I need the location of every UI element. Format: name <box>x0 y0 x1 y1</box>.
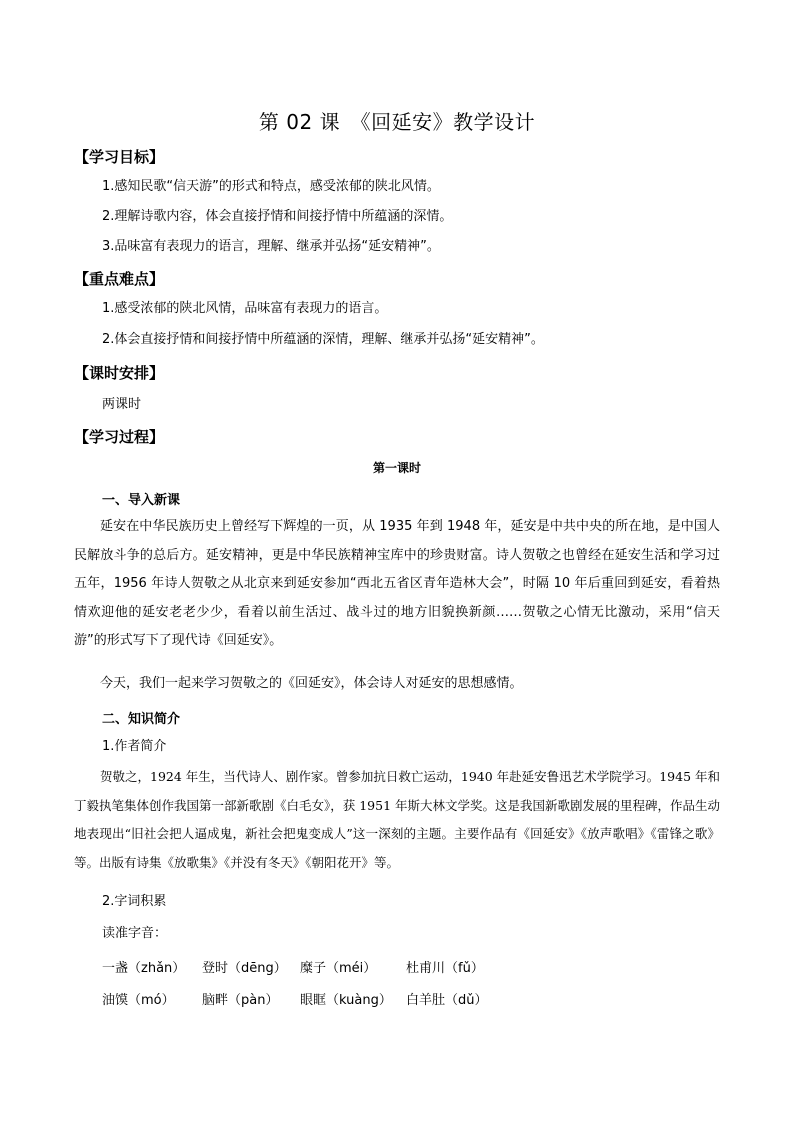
goals-heading: 【学习目标】 <box>74 148 165 166</box>
pinyin-item: 一盏（zhǎn） <box>102 961 186 976</box>
pinyin-item: 杜甫川（fǔ） <box>406 961 484 976</box>
goal-item-1: 1.感知民歌“信天游”的形式和特点，感受浓郁的陕北风情。 <box>102 179 440 194</box>
pinyin-item: 白羊肚（dǔ） <box>406 993 488 1008</box>
pinyin-item: 脑畔（pàn） <box>202 993 279 1008</box>
part-one-heading: 一、导入新课 <box>102 493 181 508</box>
pinyin-item: 油馍（mó） <box>102 993 175 1008</box>
author-paragraph: 贺敬之，1924 年生，当代诗人、剧作家。曾参加抗日救亡运动，1940 年赴延安鲁迅艺术学院学习。1945 年和丁毅执笔集体创作我国第一部新歌剧《白毛女》，获 1951 年斯大林文学奖。这是我国新歌剧发展的里程碑，作品生动地表现出“旧社会把人逼成鬼，新社会把鬼变成人”这一深刻的主题。主要作品有《回延安》《放声歌唱》《雷锋之歌》等。出版有诗集《放歌集》《并没有冬天》《朝阳花开》等。 <box>74 769 721 870</box>
author-heading: 1.作者简介 <box>102 739 167 754</box>
focus-item-1: 1.感受浓郁的陕北风情，品味富有表现力的语言。 <box>102 301 388 316</box>
focus-heading: 【重点难点】 <box>74 270 165 288</box>
schedule-text: 两课时 <box>102 397 142 412</box>
intro-paragraph-2: 今天，我们一起来学习贺敬之的《回延安》，体会诗人对延安的思想感情。 <box>100 676 523 691</box>
pinyin-item: 登时（dēng） <box>202 961 287 976</box>
focus-item-2: 2.体会直接抒情和间接抒情中所蕴涵的深情，理解、继承并弘扬“延安精神”。 <box>102 332 544 347</box>
goal-item-3: 3.品味富有表现力的语言，理解、继承并弘扬“延安精神”。 <box>102 239 440 254</box>
process-heading: 【学习过程】 <box>74 428 165 446</box>
lesson-one-title: 第一课时 <box>372 461 421 475</box>
read-label: 读准字音： <box>102 926 168 941</box>
schedule-heading: 【课时安排】 <box>74 364 165 382</box>
page-title: 第 02 课 《回延安》教学设计 <box>258 110 536 134</box>
intro-paragraph: 延安在中华民族历史上曾经写下辉煌的一页，从 1935 年到 1948 年，延安是中共中央的所在地，是中国人民解放斗争的总后方。延安精神，更是中华民族精神宝库中的珍贵财富。诗人贺敬之也曾经在延安生活和学习过五年，1956 年诗人贺敬之从北京来到延安参加“西北五省区青年造林大会”，时隔 10 年后重回到延安，看着热情欢迎他的延安老老少少，看着以前生活过、战斗过的地方旧貌换新颜……贺敬之心情无比激动，采用“信天游”的形式写下了现代诗《回延安》。 <box>74 519 720 648</box>
pinyin-item: 糜子（méi） <box>300 961 377 976</box>
part-two-heading: 二、知识简介 <box>102 712 181 727</box>
pinyin-item: 眼眶（kuàng） <box>300 993 392 1008</box>
words-heading: 2.字词积累 <box>102 894 167 909</box>
goal-item-2: 2.理解诗歌内容，体会直接抒情和间接抒情中所蕴涵的深情。 <box>102 209 453 224</box>
